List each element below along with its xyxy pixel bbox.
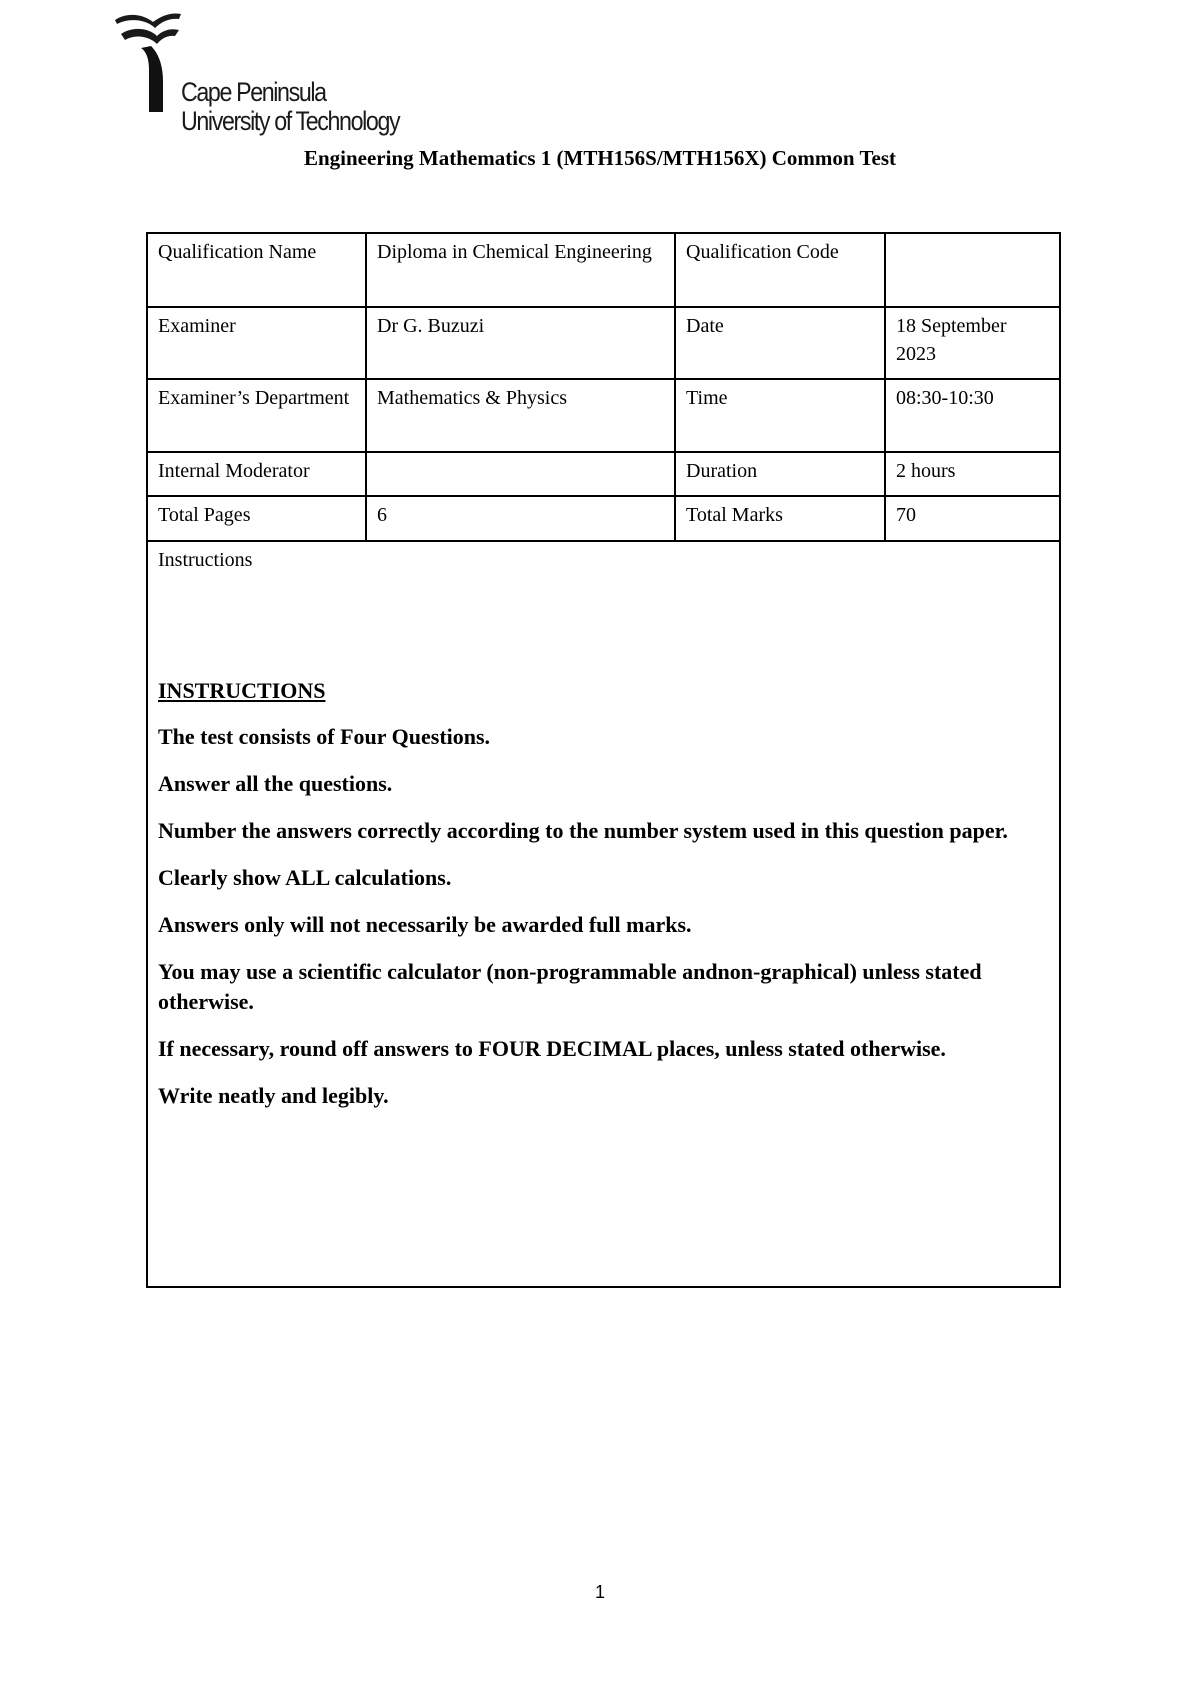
instructions-list: [158, 722, 1049, 1111]
label-cell: Date: [675, 307, 885, 379]
value-cell: 08:30-10:30: [885, 379, 1060, 452]
table-row: [147, 233, 1060, 307]
label-cell: Examiner’s Department: [147, 379, 366, 452]
table-row: [147, 452, 1060, 496]
table-row: [147, 379, 1060, 452]
list-item: The test consists of Four Questions.: [158, 724, 491, 749]
value-cell: [885, 233, 1060, 307]
instructions-heading: INSTRUCTIONS: [158, 678, 326, 703]
list-item: If necessary, round off answers to FOUR DECIMAL places, unless stated otherwise.: [158, 1036, 946, 1061]
value-cell: Diploma in Chemical Engineering: [366, 233, 675, 307]
list-item: Answers only will not necessarily be awarded full marks.: [158, 912, 692, 937]
label-cell: Duration: [675, 452, 885, 496]
value-cell: Dr G. Buzuzi: [366, 307, 675, 379]
test-info-table: [146, 232, 1061, 1288]
label-cell: Total Marks: [675, 496, 885, 541]
cput-logo-mark-icon: [113, 12, 183, 112]
label-cell: Total Pages: [147, 496, 366, 541]
label-cell: Time: [675, 379, 885, 452]
value-cell: Mathematics & Physics: [366, 379, 675, 452]
list-item: Answer all the questions.: [158, 771, 393, 796]
logo-wordmark: [181, 78, 399, 136]
list-item: Number the answers correctly according to the number system used in this question paper.: [158, 818, 1008, 843]
document-title: Engineering Mathematics 1 (MTH156S/MTH156X) Common Test: [303, 146, 897, 170]
table-row: [147, 307, 1060, 379]
list-item: You may use a scientific calculator (non-programmable andnon-graphical) unless stated otherwise.: [158, 959, 982, 1014]
value-cell: [366, 452, 675, 496]
value-cell: 6: [366, 496, 675, 541]
logo-line-2: University of Technology: [181, 106, 400, 136]
value-cell: 2 hours: [885, 452, 1060, 496]
instructions-cell: [147, 541, 1060, 1287]
value-cell: 70: [885, 496, 1060, 541]
logo-line-1: Cape Peninsula: [181, 77, 326, 107]
university-logo: [113, 12, 400, 142]
label-cell: Qualification Code: [675, 233, 885, 307]
table-row: [147, 496, 1060, 541]
label-cell: Examiner: [147, 307, 366, 379]
list-item: Clearly show ALL calculations.: [158, 865, 452, 890]
label-cell: Qualification Name: [147, 233, 366, 307]
label-cell: Internal Moderator: [147, 452, 366, 496]
list-item: Write neatly and legibly.: [158, 1083, 389, 1108]
value-cell: 18 September 2023: [885, 307, 1060, 379]
instructions-label: Instructions: [158, 549, 253, 571]
page-number: 1: [594, 1582, 605, 1602]
table-row: [147, 541, 1060, 1287]
